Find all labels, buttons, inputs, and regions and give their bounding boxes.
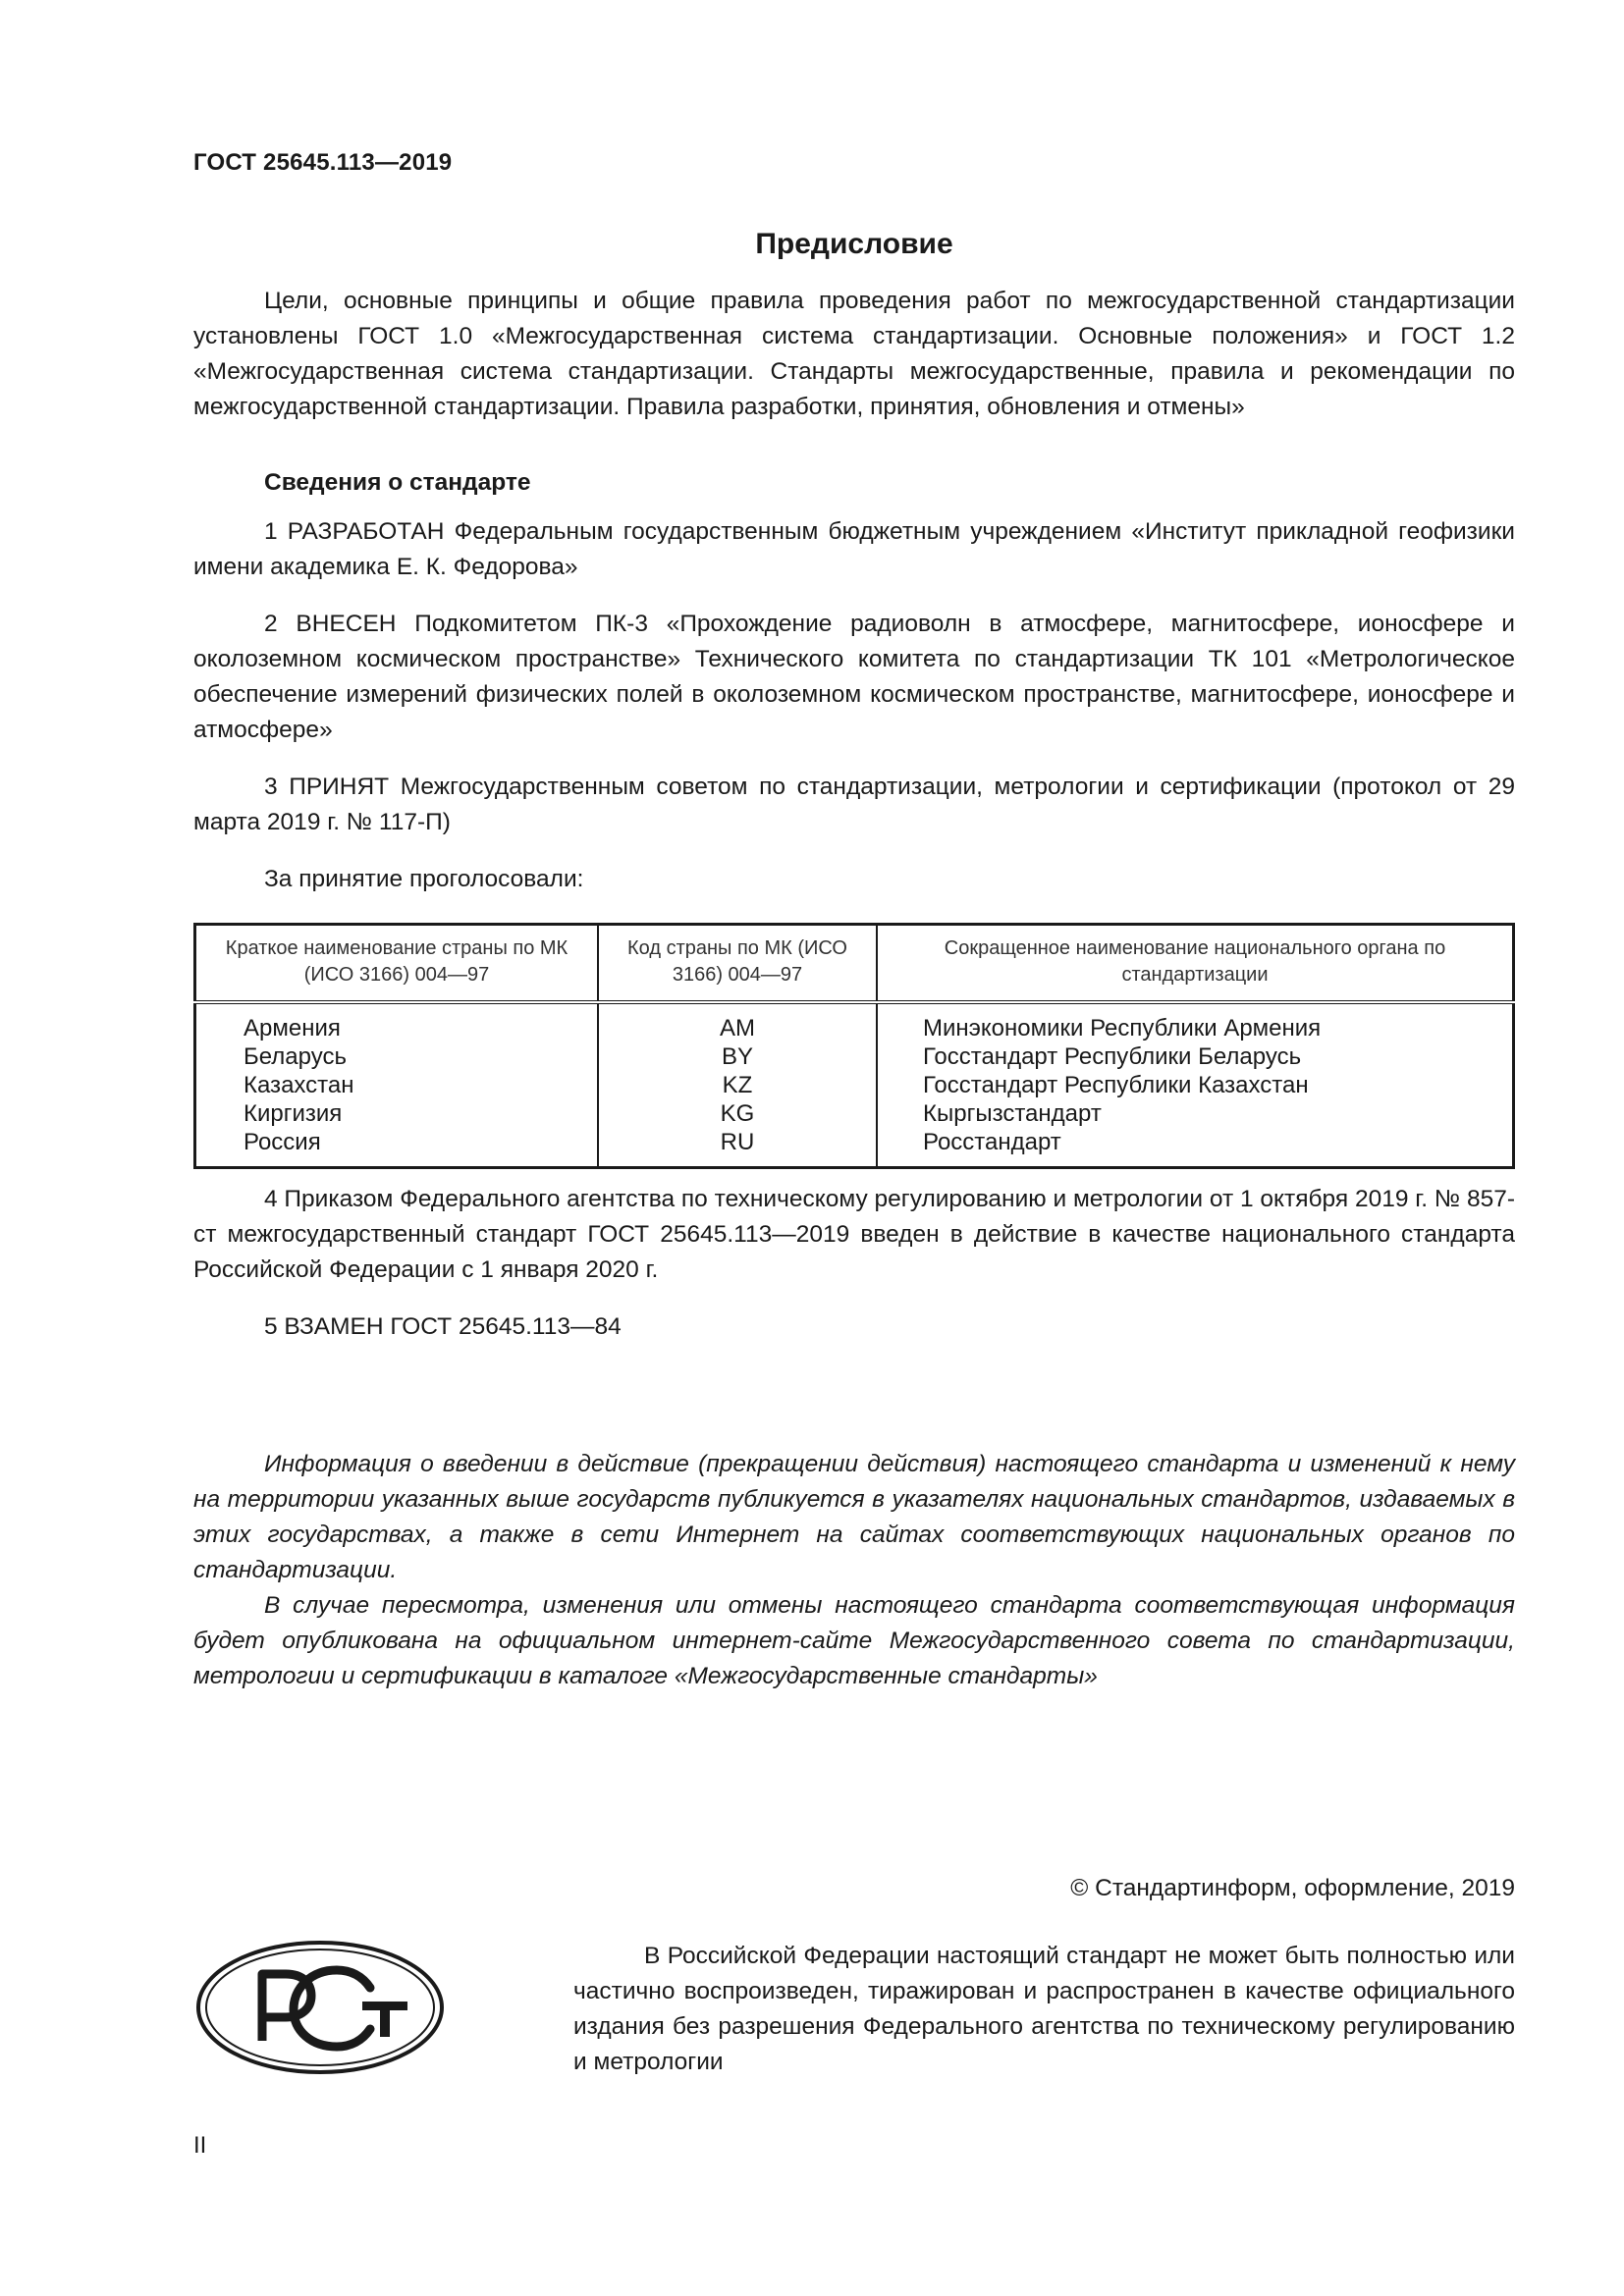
cell-agency: Кыргызстандарт (877, 1099, 1514, 1128)
table-row (195, 1042, 1514, 1071)
table-row (195, 1071, 1514, 1099)
cell-code: KG (598, 1099, 877, 1128)
item-developed: 1 РАЗРАБОТАН Федеральным государственным бюджетным учреждением «Институт прикладной геофизики имени академика Е. К. Федорова» (193, 518, 1515, 580)
voting-table (193, 923, 1515, 1169)
col-header-code: Код страны по МК (ИСО 3166) 004—97 (598, 925, 877, 1003)
cell-country: Армения (195, 1002, 599, 1042)
col-header-agency: Сокращенное наименование национального органа по стандартизации (877, 925, 1514, 1003)
cell-country: Беларусь (195, 1042, 599, 1071)
item-introduced: 2 ВНЕСЕН Подкомитетом ПК-3 «Прохождение радиоволн в атмосфере, магнитосфере, ионосфере и околоземном космическом пространстве» Технического комитета по стандартизации ТК 101 «Метрологическое обеспечение измерений физических полей в околоземном космическом пространстве, магнитосфере, ионосфере и атмосфере» (193, 611, 1515, 743)
cell-code: AM (598, 1002, 877, 1042)
document-page (193, 0, 1515, 2296)
copyright: © Стандартинформ, оформление, 2019 (1070, 1875, 1515, 1901)
italic-note-info: Информация о введении в действие (прекращении действия) настоящего стандарта и изменений к нему на территории указанных выше государств публикуется в указателях национальных стандартов, издаваемых в этих государствах, а также в сети Интернет на сайтах соответствующих национальных органов по стандартизации. (193, 1451, 1515, 1583)
cell-code: BY (598, 1042, 877, 1071)
intro-paragraph: Цели, основные принципы и общие правила проведения работ по межгосударственной стандартизации установлены ГОСТ 1.0 «Межгосударственная система стандартизации. Основные положения» и ГОСТ 1.2 «Межгосударственная система стандартизации. Стандарты межгосударственные, правила и рекомендации по межгосударственной стандартизации. Правила разработки, принятия, обновления и отмены» (193, 288, 1515, 420)
item-enacted: 4 Приказом Федерального агентства по техническому регулированию и метрологии от 1 октября 2019 г. № 857-ст межгосударственный стандарт ГОСТ 25645.113—2019 введен в действие в качестве национального стандарта Российской Федерации с 1 января 2020 г. (193, 1186, 1515, 1283)
italic-note-revision: В случае пересмотра, изменения или отмены настоящего стандарта соответствующая информация будет опубликована на официальном интернет-сайте Межгосударственного совета по стандартизации, метрологии и сертификации в каталоге «Межгосударственные стандарты» (193, 1592, 1515, 1689)
cell-country: Казахстан (195, 1071, 599, 1099)
table-header-row (195, 925, 1514, 1003)
item-replaces: 5 ВЗАМЕН ГОСТ 25645.113—84 (264, 1313, 622, 1340)
cell-agency: Минэкономики Республики Армения (877, 1002, 1514, 1042)
col-header-country: Краткое наименование страны по МК (ИСО 3166) 004—97 (195, 925, 599, 1003)
cell-agency: Госстандарт Республики Казахстан (877, 1071, 1514, 1099)
item-adopted: 3 ПРИНЯТ Межгосударственным советом по стандартизации, метрологии и сертификации (протокол от 29 марта 2019 г. № 117-П) (193, 774, 1515, 835)
table-row (195, 1099, 1514, 1128)
copyright-notice: В Российской Федерации настоящий стандарт не может быть полностью или частично воспроизведен, тиражирован и распространен в качестве официального издания без разрешения Федерального агентства по техническому регулированию и метрологии (573, 1943, 1515, 2075)
cell-code: KZ (598, 1071, 877, 1099)
cell-agency: Госстандарт Республики Беларусь (877, 1042, 1514, 1071)
cell-code: RU (598, 1128, 877, 1168)
cell-agency: Росстандарт (877, 1128, 1514, 1168)
page-title: Предисловие (755, 228, 953, 260)
rst-logo-icon (195, 1939, 445, 2076)
cell-country: Россия (195, 1128, 599, 1168)
vote-caption: За принятие проголосовали: (264, 866, 584, 892)
page-number: II (193, 2132, 207, 2159)
info-heading: Сведения о стандарте (264, 469, 531, 496)
cell-country: Киргизия (195, 1099, 599, 1128)
table-row (195, 1002, 1514, 1042)
document-id: ГОСТ 25645.113—2019 (193, 149, 453, 176)
table-row (195, 1128, 1514, 1168)
